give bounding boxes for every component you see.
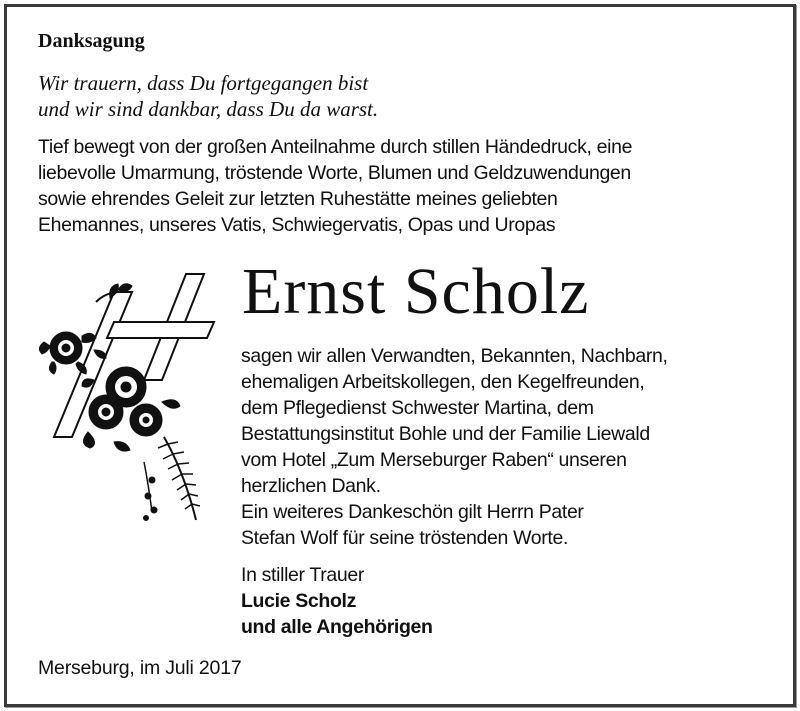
motto-verse bbox=[38, 70, 378, 122]
thanks-line: Stefan Wolf für seine tröstenden Worte. bbox=[241, 527, 569, 549]
thanks-text bbox=[241, 343, 668, 551]
place-date: Merseburg, im Juli 2017 bbox=[38, 657, 242, 679]
signature-family: und alle Angehörigen bbox=[241, 616, 433, 638]
motto-line: Wir trauern, dass Du fortgegangen bist bbox=[38, 71, 369, 95]
thanks-line: sagen wir allen Verwandten, Bekannten, Nachbarn, bbox=[241, 345, 668, 367]
thanks-line: dem Pflegedienst Schwester Martina, dem bbox=[241, 397, 594, 419]
signature-closing: In stiller Trauer bbox=[241, 564, 365, 586]
signature-name: Lucie Scholz bbox=[241, 590, 356, 612]
thanks-line: Ein weiteres Dankeschön gilt Herrn Pater bbox=[241, 501, 584, 523]
notice-heading: Danksagung bbox=[38, 30, 145, 52]
thanks-line: ehemaligen Arbeitskollegen, den Kegelfreunden, bbox=[241, 371, 645, 393]
signature-block bbox=[241, 562, 433, 640]
deceased-name: Ernst Scholz bbox=[242, 255, 590, 328]
intro-line: Tief bewegt von der großen Anteilnahme durch stillen Händedruck, eine bbox=[38, 136, 633, 158]
intro-text bbox=[38, 134, 632, 238]
thanks-line: herzlichen Dank. bbox=[241, 475, 381, 497]
thanks-line: Bestattungsinstitut Bohle und der Familie Liewald bbox=[241, 423, 650, 445]
intro-line: liebevolle Umarmung, tröstende Worte, Blumen und Geldzuwendungen bbox=[38, 162, 631, 184]
thanks-line: vom Hotel „Zum Merseburger Raben“ unseren bbox=[241, 449, 627, 471]
intro-line: Ehemannes, unseres Vatis, Schwiegervatis, Opas und Uropas bbox=[38, 214, 556, 236]
motto-line: und wir sind dankbar, dass Du da warst. bbox=[38, 97, 379, 121]
intro-line: sowie ehrendes Geleit zur letzten Ruhestätte meines geliebten bbox=[38, 188, 558, 210]
cross-icon bbox=[34, 262, 234, 532]
